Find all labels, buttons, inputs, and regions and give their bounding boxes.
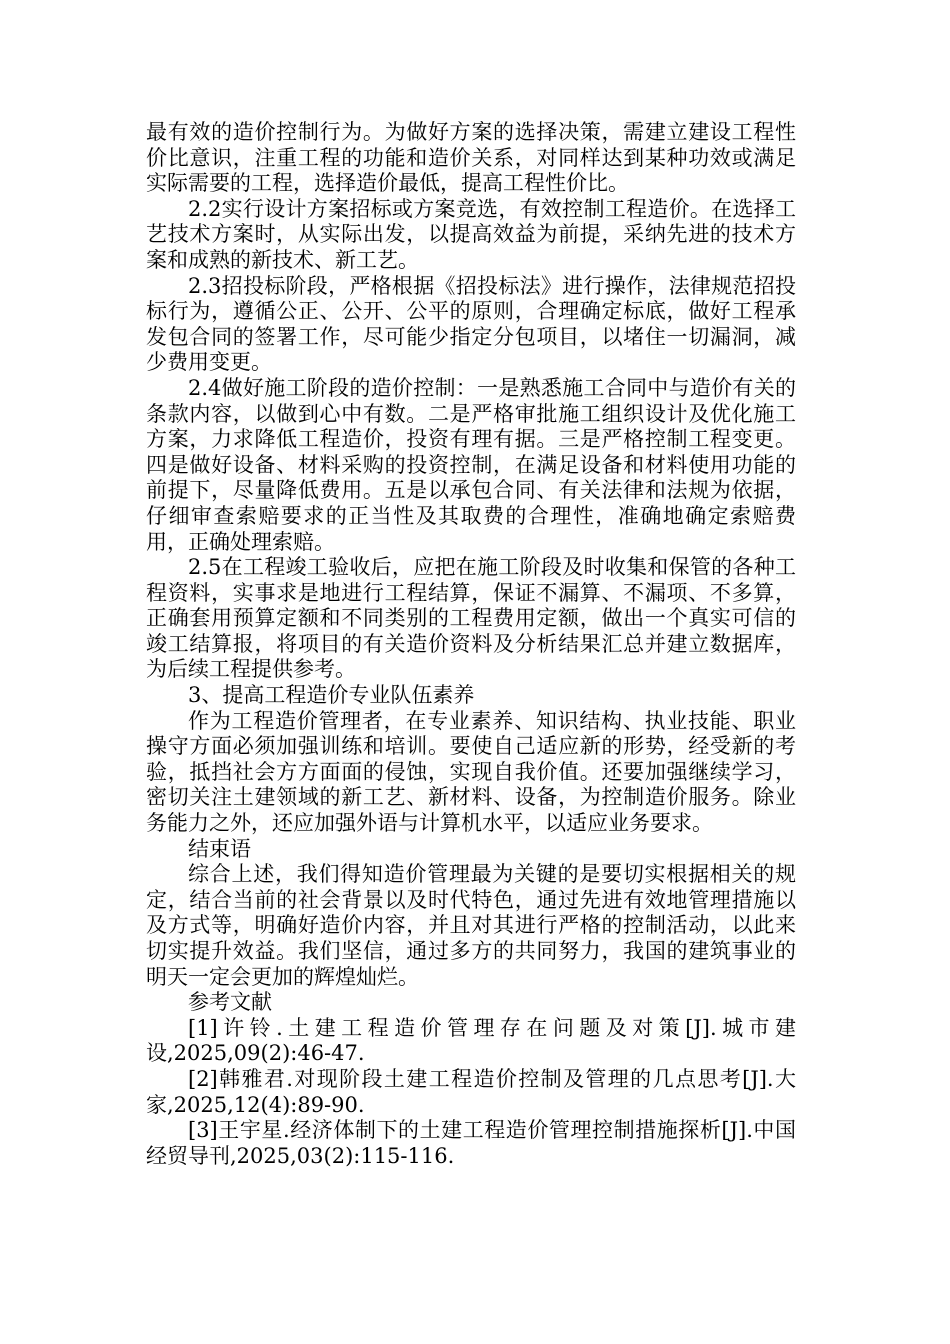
document-page: [146, 120, 796, 1169]
conclusion-heading: 结束语: [188, 836, 251, 861]
paragraph-conclusion: 综合上述，我们得知造价管理最为关键的是要切实根据相关的规定，结合当前的社会背景以及时代特色，通过先进有效地管理措施以及方式等，明确好造价内容，并且对其进行严格的控制活动，以此来切实提升效益。我们坚信，通过多方的共同努力，我国的建筑事业的明天一定会更加的辉煌灿烂。: [146, 862, 796, 989]
section-heading-3: 3、提高工程造价专业队伍素养: [188, 683, 475, 708]
reference-item-3: [3]王宇星.经济体制下的土建工程造价管理控制措施探析[J].中国经贸导刊,2025,03(2):115-116.: [146, 1118, 796, 1168]
paragraph-2-5-completion-settlement: 2.5在工程竣工验收后，应把在施工阶段及时收集和保管的各种工程资料，实事求是地进行工程结算，保证不漏算、不漏项、不多算，正确套用预算定额和不同类别的工程费用定额，做出一个真实可信的竣工结算报，将项目的有关造价资料及分析结果汇总并建立数据库，为后续工程提供参考。: [146, 555, 796, 682]
paragraph-2-2-design-bidding: 2.2实行设计方案招标或方案竞选，有效控制工程造价。在选择工艺技术方案时，从实际出发，以提高效益为前提，采纳先进的技术方案和成熟的新技术、新工艺。: [146, 196, 796, 272]
reference-item-2: [2]韩雅君.对现阶段土建工程造价控制及管理的几点思考[J].大家,2025,12(4):89-90.: [146, 1066, 796, 1117]
paragraph-team-quality: 作为工程造价管理者，在专业素养、知识结构、执业技能、职业操守方面必须加强训练和培训。要使自己适应新的形势，经受新的考验，抵挡社会方方面面的侵蚀，实现自我价值。还要加强继续学习，密切关注土建领域的新工艺、新材料、设备，为控制造价服务。除业务能力之外，还应加强外语与计算机水平，以适应业务要求。: [146, 708, 796, 836]
paragraph-2-3-tendering-stage: 2.3招投标阶段，严格根据《招投标法》进行操作，法律规范招投标行为，遵循公正、公开、公平的原则，合理确定标底，做好工程承发包合同的签署工作，尽可能少指定分包项目，以堵住一切漏洞，减少费用变更。: [146, 273, 796, 375]
references-heading: 参考文献: [188, 990, 272, 1015]
reference-item-1: [1]许铃.土建工程造价管理存在问题及对策[J].城市建设,2025,09(2):46-47.: [146, 1015, 796, 1066]
paragraph-cost-control-continued: 最有效的造价控制行为。为做好方案的选择决策，需建立建设工程性价比意识，注重工程的功能和造价关系，对同样达到某种功效或满足实际需要的工程，选择造价最低，提高工程性价比。: [146, 120, 796, 196]
paragraph-2-4-construction-stage: 2.4做好施工阶段的造价控制：一是熟悉施工合同中与造价有关的条款内容，以做到心中有数。二是严格审批施工组织设计及优化施工方案，力求降低工程造价，投资有理有据。三是严格控制工程变更。四是做好设备、材料采购的投资控制，在满足设备和材料使用功能的前提下，尽量降低费用。五是以承包合同、有关法律和法规为依据，仔细审查索赔要求的正当性及其取费的合理性，准确地确定索赔费用，正确处理索赔。: [146, 375, 796, 554]
